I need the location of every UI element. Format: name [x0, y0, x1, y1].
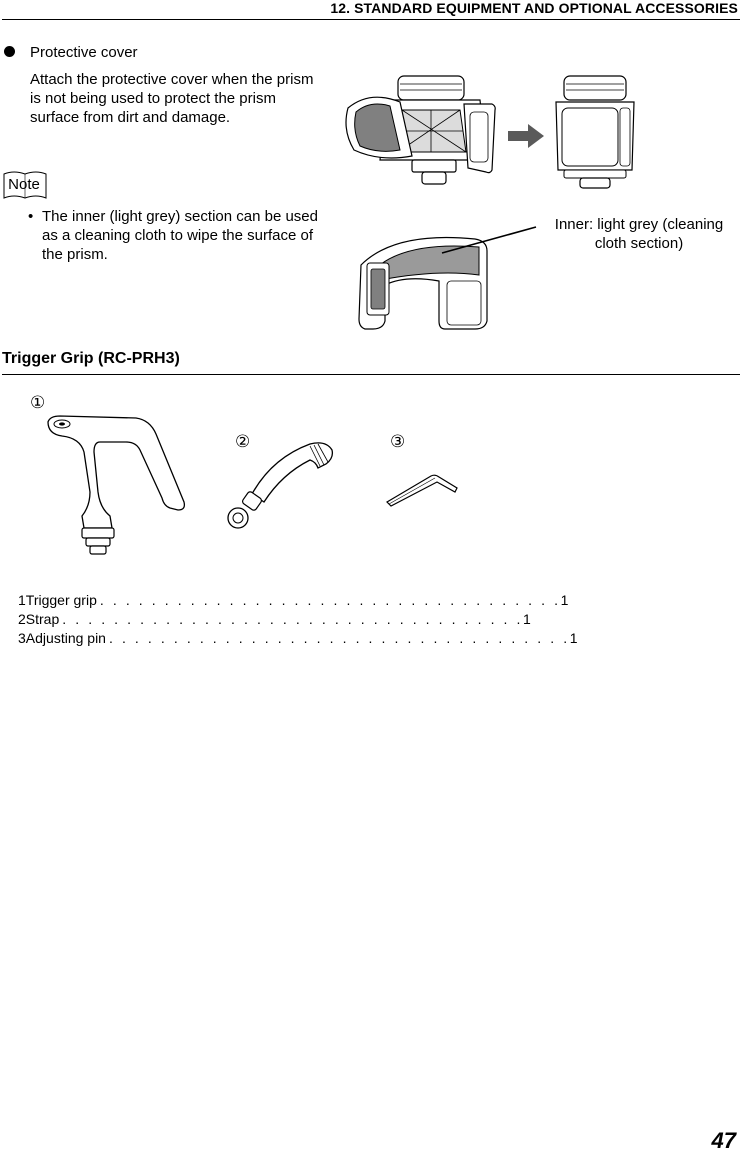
- part-name: Strap: [25, 611, 60, 627]
- parts-list-item: [18, 610, 531, 629]
- leader-dots: . . . . . . . . . . . . . . . . . . . . . . . . . . . . . . . . . . . .: [99, 592, 561, 608]
- page-header-title: 12. STANDARD EQUIPMENT AND OPTIONAL ACCESSORIES: [330, 0, 738, 16]
- inner-cloth-callout: [540, 215, 738, 253]
- callout-line-2: cloth section): [594, 235, 684, 252]
- bullet-dot-icon: [4, 46, 15, 57]
- note-bullet: [28, 207, 318, 264]
- callout-leader-line: [440, 225, 540, 255]
- part-name: Adjusting pin: [25, 630, 106, 646]
- note-text: The inner (light grey) section can be used as a cleaning cloth to wipe the surface of the prism.: [42, 208, 318, 263]
- strap-illustration: [222, 438, 337, 533]
- part-number: 1: [18, 592, 26, 608]
- trigger-grip-illustration: [40, 412, 190, 562]
- part-quantity: 1: [569, 630, 578, 646]
- part-number: 2: [18, 611, 26, 627]
- label-3: ③: [390, 432, 406, 451]
- trigger-grip-heading: Trigger Grip (RC-PRH3): [2, 350, 180, 367]
- adjusting-pin-illustration: [385, 470, 465, 510]
- parts-list-item: [18, 629, 578, 648]
- part-quantity: 1: [523, 611, 531, 627]
- arrow-right-icon: [508, 124, 544, 148]
- part-number: 3: [18, 630, 26, 646]
- note-label: Note: [8, 176, 40, 193]
- callout-line-1: Inner: light grey (cleaning: [554, 216, 724, 233]
- protective-cover-description: Attach the protective cover when the prism is not being used to protect the prism surface from dirt and damage.: [30, 71, 314, 126]
- label-2: ②: [235, 432, 251, 451]
- leader-dots: . . . . . . . . . . . . . . . . . . . . . . . . . . . . . . . . . . . .: [62, 611, 524, 627]
- leader-dots: . . . . . . . . . . . . . . . . . . . . . . . . . . . . . . . . . . . .: [108, 630, 570, 646]
- part-name: Trigger grip: [25, 592, 97, 608]
- note-bullet-mark: •: [28, 208, 34, 225]
- header-rule: [2, 19, 740, 20]
- protective-cover-heading: Protective cover: [30, 44, 138, 61]
- parts-list: [18, 591, 578, 648]
- prism-closed-cover-illustration: [552, 70, 638, 195]
- section-rule: [2, 374, 740, 375]
- part-quantity: 1: [560, 592, 569, 608]
- parts-list-item: [18, 591, 569, 610]
- prism-open-cover-illustration: [340, 70, 500, 195]
- label-1: ①: [30, 393, 46, 412]
- page-number: 47: [711, 1128, 736, 1153]
